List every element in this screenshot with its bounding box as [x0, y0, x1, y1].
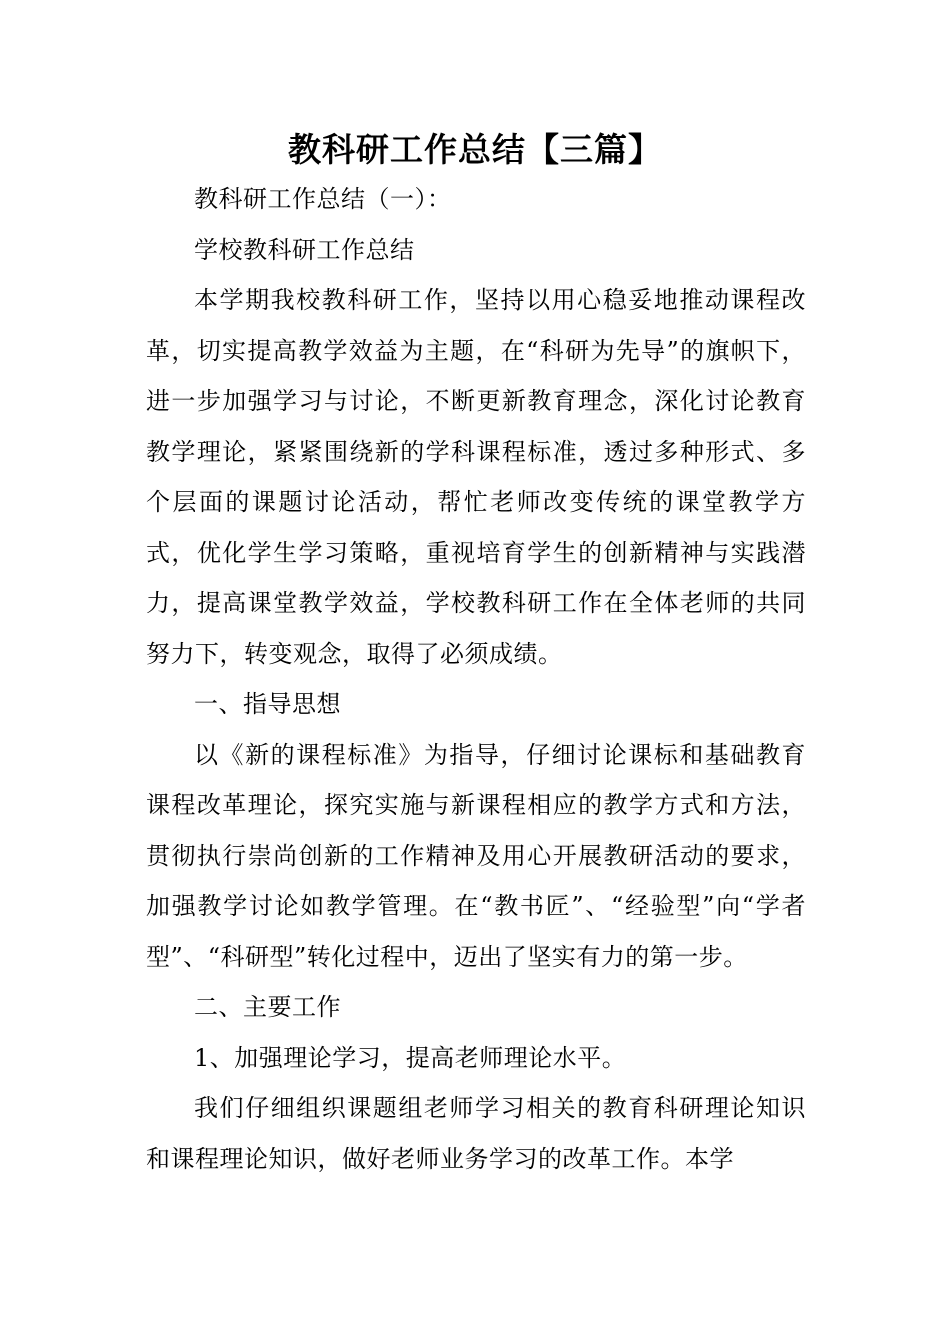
paragraph-intro: 本学期我校教科研工作，坚持以用心稳妥地推动课程改革，切实提高教学效益为主题，在“科研为先导”的旗帜下，进一步加强学习与讨论，不断更新教育理念，深化讨论教育教学理论，紧紧围绕新的学科课程标准，透过多种形式、多个层面的课题讨论活动，帮忙老师改变传统的课堂教学方式，优化学生学习策略，重视培育学生的创新精神与实践潜力，提高课堂教学效益，学校教科研工作在全体老师的共同努力下，转变观念，取得了必须成绩。 — [146, 286, 806, 668]
paragraph-heading-main-work: 二、主要工作 — [194, 993, 341, 1021]
paragraph-theory-study: 我们仔细组织课题组老师学习相关的教育科研理论知识和课程理论知识，做好老师业务学习的改革工作。本学 — [146, 1094, 806, 1173]
document-title: 教科研工作总结【三篇】 — [288, 130, 662, 169]
paragraph-section-heading: 教科研工作总结（一）： — [194, 185, 452, 213]
document-body — [146, 174, 806, 1184]
paragraph-guiding-thought: 以《新的课程标准》为指导，仔细讨论课标和基础教育课程改革理论，探究实施与新课程相应的教学方式和方法，贯彻执行崇尚创新的工作精神及用心开展教研活动的要求，加强教学讨论如教学管理。在“教书匠”、“经验型”向“学者型”、“科研型”转化过程中，迈出了坚实有力的第一步。 — [146, 740, 806, 971]
paragraph-subtitle: 学校教科研工作总结 — [194, 235, 415, 264]
paragraph-item-1: 1、加强理论学习，提高老师理论水平。 — [194, 1043, 627, 1072]
paragraph-heading-guiding-thought: 一、指导思想 — [194, 690, 341, 718]
